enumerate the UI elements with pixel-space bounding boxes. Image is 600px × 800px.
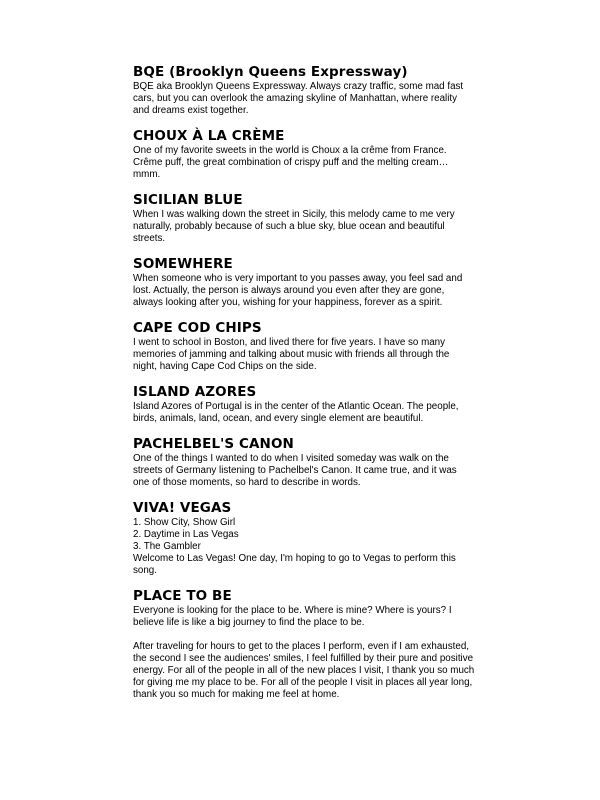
list-item: 3. The Gambler: [133, 541, 201, 552]
section-text: When I was walking down the street in Sicily, this melody came to me very naturally, probably because of such a blue sky, blue ocean and beautiful streets.: [133, 209, 455, 244]
section-text: After traveling for hours to get to the places I perform, even if I am exhausted, the second I see the audiences' smiles, I feel fulfilled by their pure and positive energy. For all of the people in all of the new places I visit, I thank you so much for giving me my place to be. For all of the people I visit in places all year long, thank you so much for making me feel at home.: [133, 641, 475, 700]
section-viva-vegas: [133, 500, 475, 577]
section-title: CAPE COD CHIPS: [133, 320, 262, 336]
section-title: CHOUX À LA CRÈME: [133, 128, 285, 144]
section-text: Island Azores of Portugal is in the center of the Atlantic Ocean. The people, birds, animals, land, ocean, and every single element are beautiful.: [133, 401, 459, 424]
section-somewhere: [133, 256, 475, 309]
section-text: I went to school in Boston, and lived there for five years. I have so many memories of jamming and talking about music with friends all through the night, having Cape Cod Chips on the side.: [133, 337, 450, 372]
section-text: One of the things I wanted to do when I visited someday was walk on the streets of Germany listening to Pachelbel's Canon. It came true, and it was one of those moments, so hard to describe in words.: [133, 453, 457, 488]
section-pachelbels-canon: [133, 436, 475, 489]
section-choux-a-la-creme: [133, 128, 475, 181]
section-text: Welcome to Las Vegas! One day, I'm hoping to go to Vegas to perform this song.: [133, 553, 456, 576]
section-bqe: [133, 64, 475, 117]
list-item: 2. Daytime in Las Vegas: [133, 529, 239, 540]
section-title: ISLAND AZORES: [133, 384, 257, 400]
section-sicilian-blue: [133, 192, 475, 245]
liner-notes: [133, 64, 475, 712]
section-text: Everyone is looking for the place to be. Where is mine? Where is yours? I believe life is like a big journey to find the place to be.: [133, 605, 452, 628]
section-title: PACHELBEL'S CANON: [133, 436, 294, 452]
section-title: SICILIAN BLUE: [133, 192, 243, 208]
section-title: PLACE TO BE: [133, 588, 232, 604]
section-island-azores: [133, 384, 475, 425]
section-title: SOMEWHERE: [133, 256, 233, 272]
section-cape-cod-chips: [133, 320, 475, 373]
section-title: BQE (Brooklyn Queens Expressway): [133, 64, 408, 80]
list-item: 1. Show City, Show Girl: [133, 517, 236, 528]
medley-list: [133, 517, 475, 553]
section-place-to-be: [133, 588, 475, 701]
section-text: BQE aka Brooklyn Queens Expressway. Always crazy traffic, some mad fast cars, but you can overlook the amazing skyline of Manhattan, where reality and dreams exist together.: [133, 81, 464, 116]
section-text: When someone who is very important to you passes away, you feel sad and lost. Actually, the person is always around you even after they are gone, always looking after you, wishing for your happiness, forever as a spirit.: [133, 273, 463, 308]
section-title: VIVA! VEGAS: [133, 500, 232, 516]
section-text: One of my favorite sweets in the world is Choux a la crême from France. Crême puff, the great combination of crispy puff and the melting cream… mmm.: [133, 145, 449, 180]
